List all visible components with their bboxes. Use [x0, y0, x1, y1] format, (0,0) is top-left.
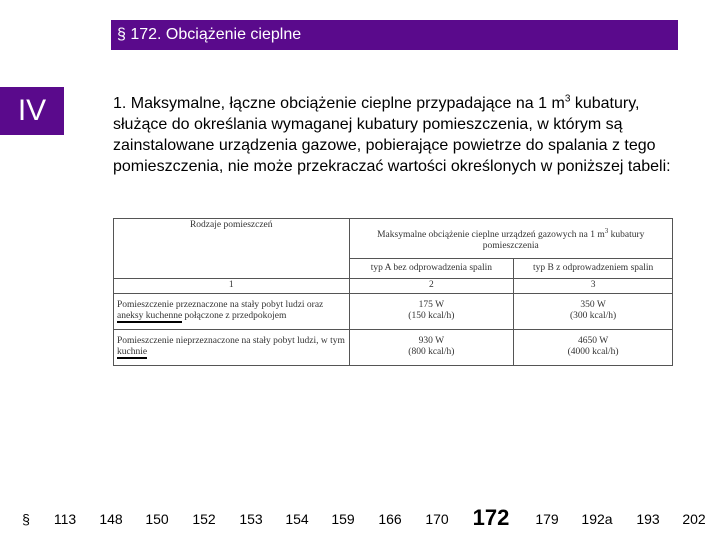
table-subheader-type-b: typ B z odprowadzeniem spalin	[514, 259, 673, 278]
row-label-living: Pomieszczenie przeznaczone na stały pobyt ludzi oraz aneksy kuchenne połączone z przedpokojem	[114, 293, 350, 329]
row-value-type-b: 4650 W (4000 kcal/h)	[514, 329, 673, 365]
paragraph-text-end: kubatury, służące do określania wymaganej kubatury pomieszczenia, w którym są zainstalowane urządzenia gazowe, pobierające powietrze do spalania z tego pomieszczenia, nie może przekraczać wartości określonych w poniższej tabeli:	[113, 95, 671, 175]
nav-link-166[interactable]: 166	[378, 511, 402, 527]
table-row	[114, 329, 673, 365]
nav-link-154[interactable]: 154	[285, 511, 309, 527]
nav-link-202[interactable]: 202	[682, 511, 706, 527]
chapter-label	[0, 87, 64, 135]
nav-link-153[interactable]: 153	[239, 511, 263, 527]
table-header-max-load: Maksymalne obciążenie cieplne urządzeń gazowych na 1 $m^3$ kubatury pomieszczenia	[349, 219, 672, 259]
paragraph-text-start: 1. Maksymalne, łączne obciążenie cieplne przypadające na 1 m	[113, 95, 565, 112]
section-title: § 172. Obciążenie cieplne	[117, 26, 302, 43]
table-col-number: 2	[349, 278, 514, 293]
paragraph-superscript: 3	[564, 93, 571, 105]
row-value-type-a: 175 W (150 kcal/h)	[349, 293, 514, 329]
row-label-non-living: Pomieszczenie nieprzeznaczone na stały pobyt ludzi, w tym kuchnie	[114, 329, 350, 365]
nav-link-148[interactable]: 148	[99, 511, 123, 527]
nav-link-159[interactable]: 159	[331, 511, 355, 527]
chapter-label-text: IV	[17, 94, 47, 127]
nav-link-170[interactable]: 170	[425, 511, 449, 527]
row-value-type-b: 350 W (300 kcal/h)	[514, 293, 673, 329]
regulation-paragraph	[113, 93, 673, 177]
nav-link-192a[interactable]: 192a	[581, 511, 613, 527]
nav-link-152[interactable]: 152	[192, 511, 216, 527]
nav-link-current-172[interactable]: 172	[472, 505, 510, 530]
heat-load-table	[113, 218, 673, 370]
nav-link-150[interactable]: 150	[145, 511, 169, 527]
table-row	[114, 293, 673, 329]
nav-link-179[interactable]: 179	[535, 511, 559, 527]
nav-link-113[interactable]: 113	[53, 511, 77, 527]
nav-link-section-symbol[interactable]: §	[22, 511, 30, 527]
section-navigation	[0, 505, 720, 535]
table-col-number: 3	[514, 278, 673, 293]
table-header-room-types: Rodzaje pomieszczeń	[114, 219, 350, 279]
section-title-bar	[111, 20, 678, 50]
table-col-number: 1	[114, 278, 350, 293]
table-subheader-type-a: typ A bez odprowadzenia spalin	[349, 259, 514, 278]
nav-link-193[interactable]: 193	[636, 511, 660, 527]
row-value-type-a: 930 W (800 kcal/h)	[349, 329, 514, 365]
